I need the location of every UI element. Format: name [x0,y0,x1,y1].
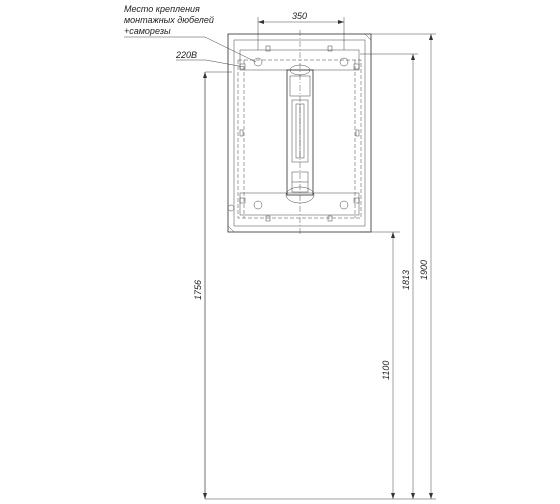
dim-350-label: 350 [292,11,308,21]
mount-hole-top-right [340,58,348,66]
dim-350-arrow-right [338,20,344,24]
dim-1813-arrow-top [411,54,415,60]
dim-1900-arrow-top [429,34,433,40]
side-hole-left [228,205,234,211]
dim-1756-label: 1756 [193,279,203,300]
mount-hole-top-left [254,58,262,66]
hinge-left [240,130,243,136]
dim-1100-arrow-bottom [391,493,395,499]
hidden-door-outline [238,60,361,218]
hinge-right [356,130,359,136]
cabinet-corner-tr [365,34,371,40]
dim-1756-arrow-top [203,72,207,78]
dim-350-arrow-left [258,20,264,24]
power-label: 220В [176,50,198,60]
mount-hole-bottom-right [340,201,348,209]
cabinet-corner-bl [228,226,234,232]
mount-note-leader [205,37,256,62]
mount-hole-bottom-left [254,201,262,209]
dim-1813-label: 1813 [401,269,411,290]
mount-note-line1: Место крепления [124,4,200,14]
mount-note-line2: монтажных дюбелей [124,15,214,25]
mount-note-line3: +саморезы [124,26,171,36]
dim-1900-arrow-bottom [429,493,433,499]
power-label-leader [206,60,244,67]
cabinet-outline [228,34,371,232]
dim-1813-arrow-bottom [411,493,415,499]
dim-1900-label: 1900 [419,259,429,280]
dim-1100-arrow-top [391,232,395,238]
bracket-br [328,216,332,221]
bottom-mount-rail [240,193,359,215]
cabinet-inner-frame [234,40,365,226]
dim-1756-arrow-bottom [203,493,207,499]
bracket-bl [266,216,270,221]
dim-1100-label: 1100 [381,360,391,380]
